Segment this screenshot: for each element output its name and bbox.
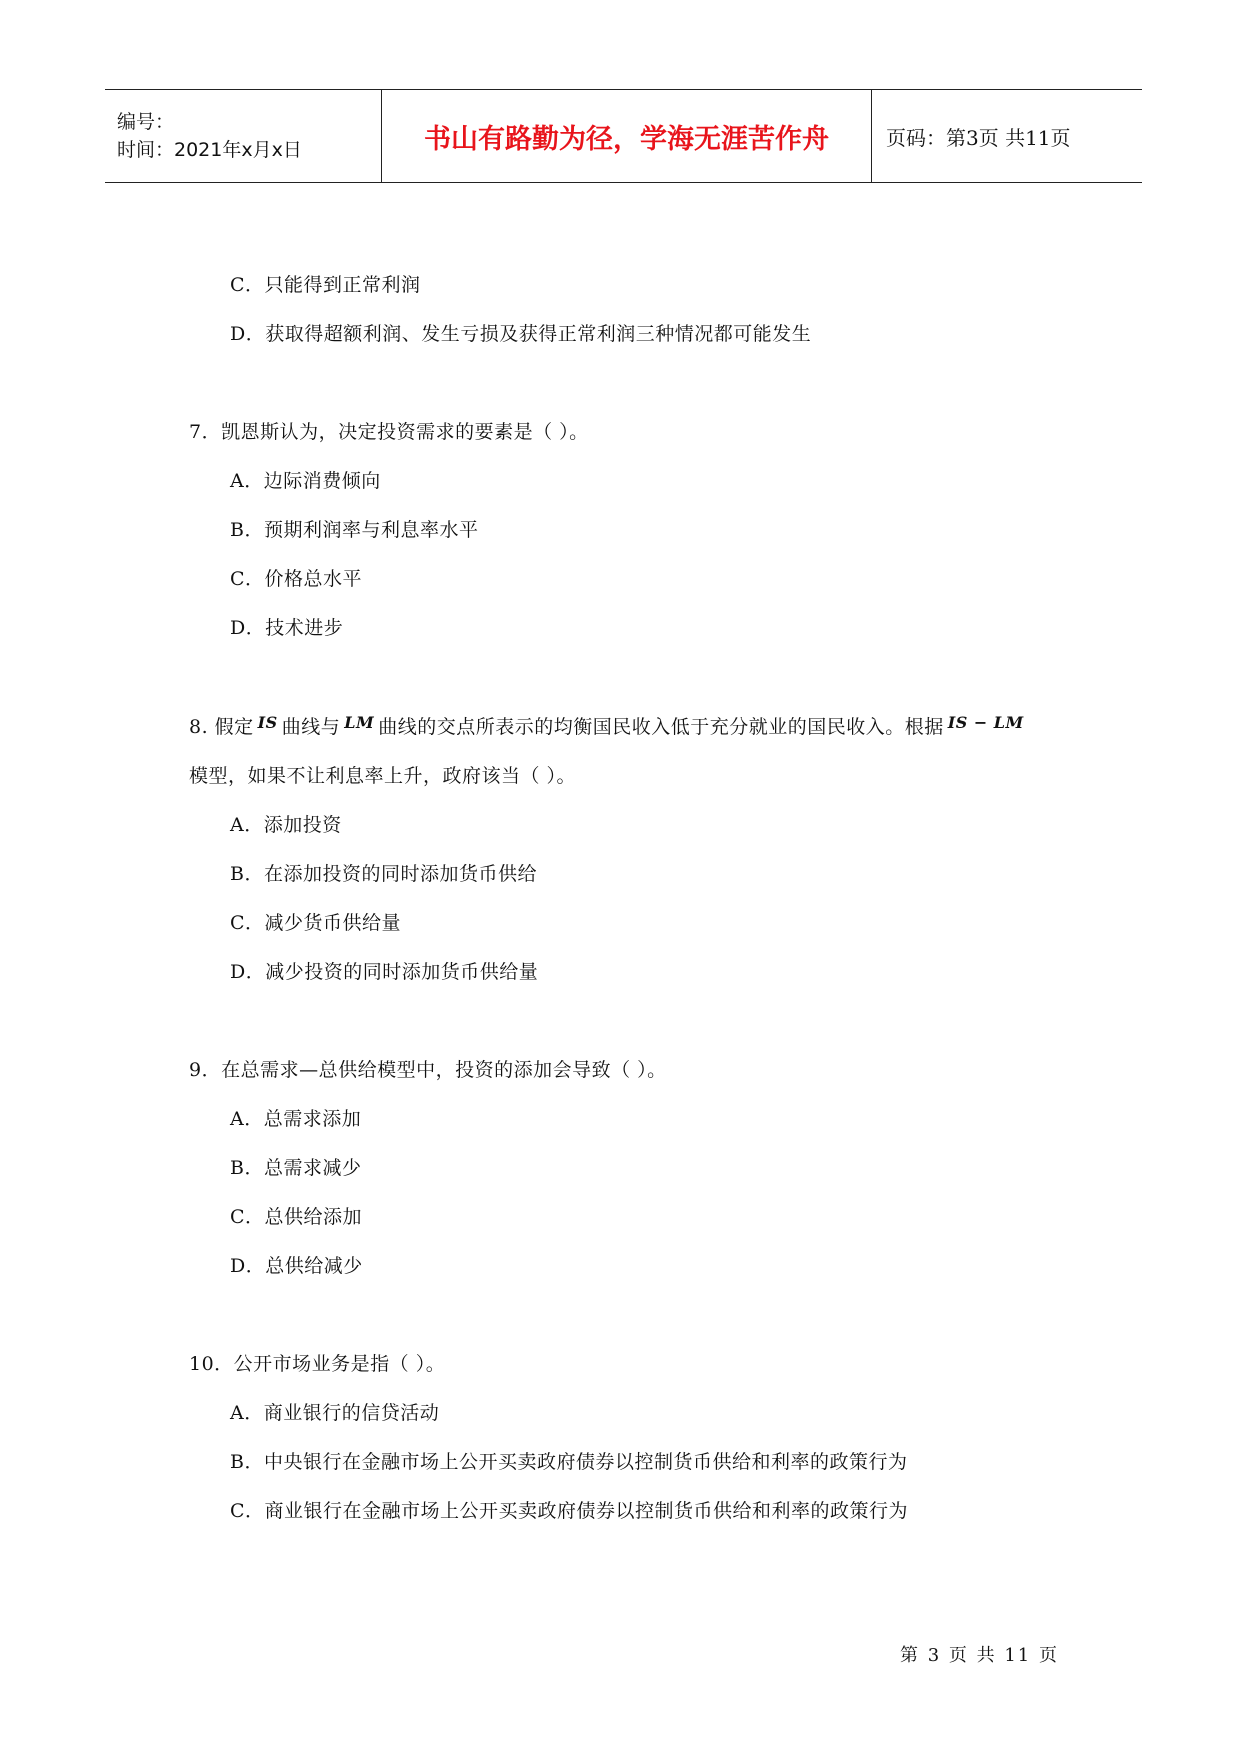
- option-line: D．技术进步: [230, 617, 344, 639]
- math-lm: LM: [344, 713, 375, 732]
- question-7: 7．凯恩斯认为，决定投资需求的要素是（ ）。: [189, 421, 589, 443]
- option-line: C．只能得到正常利润: [230, 274, 421, 296]
- option-line: B．在添加投资的同时添加货币供给: [230, 863, 537, 885]
- header-meta: [105, 90, 382, 182]
- option-line: C．减少货币供给量: [230, 912, 402, 934]
- option-line: D．获取得超额利润、发生亏损及获得正常利润三种情况都可能发生: [230, 323, 812, 345]
- question-9: 9．在总需求—总供给模型中，投资的添加会导致（ ）。: [189, 1059, 667, 1081]
- motto-text: 书山有路勤为径，学海无涯苦作舟: [424, 123, 829, 155]
- question-8-cont: 模型，如果不让利息率上升，政府该当（ ）。: [189, 765, 577, 787]
- option-line: A．商业银行的信贷活动: [230, 1402, 440, 1424]
- option-line: B．中央银行在金融市场上公开买卖政府债券以控制货币供给和利率的政策行为: [230, 1451, 908, 1473]
- option-line: C．价格总水平: [230, 568, 363, 590]
- page-header: [105, 89, 1142, 183]
- option-line: A．边际消费倾向: [230, 470, 381, 492]
- motto-cell: [382, 90, 872, 182]
- time-label: 时间：2021年x月x日: [117, 139, 302, 161]
- page-footer: 第 3 页 共 11 页: [900, 1645, 1059, 1666]
- question-text: 曲线的交点所表示的均衡国民收入低于充分就业的国民收入。根据: [378, 716, 944, 738]
- option-line: A．总需求添加: [230, 1108, 362, 1130]
- question-10: 10．公开市场业务是指（ ）。: [189, 1353, 446, 1375]
- number-label: 编号：: [117, 111, 175, 133]
- question-text: 8. 假定: [189, 716, 254, 738]
- page-info: 页码：第3页 共11页: [886, 125, 1071, 150]
- option-line: D．减少投资的同时添加货币供给量: [230, 961, 539, 983]
- option-line: C．商业银行在金融市场上公开买卖政府债券以控制货币供给和利率的政策行为: [230, 1500, 909, 1522]
- option-line: C．总供给添加: [230, 1206, 363, 1228]
- option-line: B．预期利润率与利息率水平: [230, 519, 479, 541]
- option-line: D．总供给减少: [230, 1255, 363, 1277]
- math-is: IS: [257, 713, 278, 732]
- option-line: A．添加投资: [230, 814, 342, 836]
- option-line: B．总需求减少: [230, 1157, 362, 1179]
- math-is-lm: IS − LM: [947, 713, 1024, 732]
- question-text: 曲线与: [281, 716, 341, 738]
- question-8: [189, 712, 1028, 739]
